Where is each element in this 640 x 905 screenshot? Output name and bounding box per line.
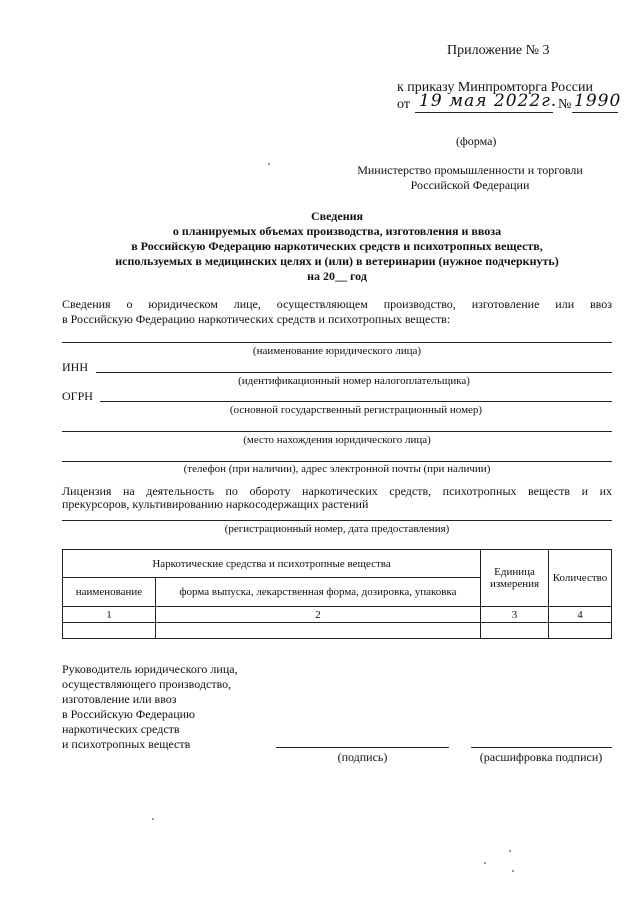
table-num-2: 2 (155, 607, 480, 623)
signature-decode-caption: (расшифровка подписи) (479, 750, 603, 764)
signatory-line4: в Российскую Федерацию (62, 707, 196, 721)
license-line2: прекурсоров, культивированию наркосодержащих растений (62, 497, 369, 511)
number-underline (572, 112, 618, 113)
license-line (62, 520, 612, 521)
heading-line3: в Российскую Федерацию наркотических средств и психотропных веществ, (131, 239, 543, 253)
table-row (63, 623, 612, 639)
scan-speck (152, 818, 154, 820)
order-date-prefix: от (397, 97, 410, 112)
table-cell (155, 623, 480, 639)
entity-name-line (62, 342, 612, 343)
ogrn-line (100, 401, 612, 402)
ministry-line2: Российской Федерации (410, 178, 530, 192)
table-num-1: 1 (63, 607, 156, 623)
signature-caption: (подпись) (337, 750, 388, 764)
scan-speck (512, 870, 514, 872)
scan-speck (509, 850, 511, 852)
signature-line (276, 747, 449, 748)
location-caption: (место нахождения юридического лица) (243, 434, 431, 446)
ogrn-caption: (основной государственный регистрационный номер) (229, 404, 483, 416)
signatory-line6: и психотропных веществ (62, 737, 191, 751)
order-date-handwritten: 19 мая 2022г. (419, 91, 558, 111)
signatory-line5: наркотических средств (62, 722, 180, 736)
table-cell (481, 623, 549, 639)
scan-speck (268, 163, 270, 165)
inn-caption: (идентификационный номер налогоплательщика) (238, 375, 470, 387)
heading-year: на 20__ год (307, 269, 367, 283)
order-line: к приказу Минпромторга России (397, 80, 593, 95)
table-cell (63, 623, 156, 639)
entity-name-caption: (наименование юридического лица) (252, 345, 422, 357)
intro-line2: в Российскую Федерацию наркотических средств и психотропных веществ: (62, 312, 451, 326)
license-line1: Лицензия на деятельность по обороту наркотических средств, психотропных веществ и их (62, 484, 612, 498)
date-underline (415, 112, 553, 113)
inn-line (96, 372, 612, 373)
table-num-4: 4 (549, 607, 612, 623)
appendix-title: Приложение № 3 (447, 43, 550, 58)
signatory-line3: изготовление или ввоз (62, 692, 177, 706)
table-cell (549, 623, 612, 639)
contact-line (62, 461, 612, 462)
ogrn-label: ОГРН (62, 389, 93, 403)
heading-line2: о планируемых объемах производства, изготовления и ввоза (172, 224, 502, 238)
order-number-handwritten: 1990 (574, 91, 622, 111)
heading-title: Сведения (310, 209, 364, 223)
intro-line1: Сведения о юридическом лице, осуществляющем производство, изготовление или ввоз (62, 297, 612, 311)
table-header-form: форма выпуска, лекарственная форма, дозировка, упаковка (155, 578, 480, 607)
inn-label: ИНН (62, 360, 88, 374)
signatory-line2: осуществляющего производство, (62, 677, 232, 691)
table-header-unit-line2: измерения (489, 578, 540, 590)
scan-speck (484, 862, 486, 864)
form-label: (форма) (456, 134, 497, 148)
contact-caption: (телефон (при наличии), адрес электронной почты (при наличии) (183, 463, 491, 475)
signatory-line1: Руководитель юридического лица, (62, 662, 238, 676)
table-header-unit-line1: Единица (494, 566, 535, 578)
location-line (62, 431, 612, 432)
table-header-name: наименование (63, 578, 156, 607)
substances-table (62, 549, 612, 639)
ministry-line1: Министерство промышленности и торговли (357, 163, 583, 177)
order-number-prefix: № (558, 97, 572, 112)
table-header-unit (481, 550, 549, 607)
signature-decode-line (471, 747, 612, 748)
table-num-3: 3 (481, 607, 549, 623)
license-caption: (регистрационный номер, дата предоставления) (224, 523, 450, 535)
table-header-quantity: Количество (549, 550, 612, 607)
table-group-header: Наркотические средства и психотропные вещества (63, 550, 481, 578)
heading-line4: используемых в медицинских целях и (или) в ветеринарии (нужное подчеркнуть) (115, 254, 559, 268)
